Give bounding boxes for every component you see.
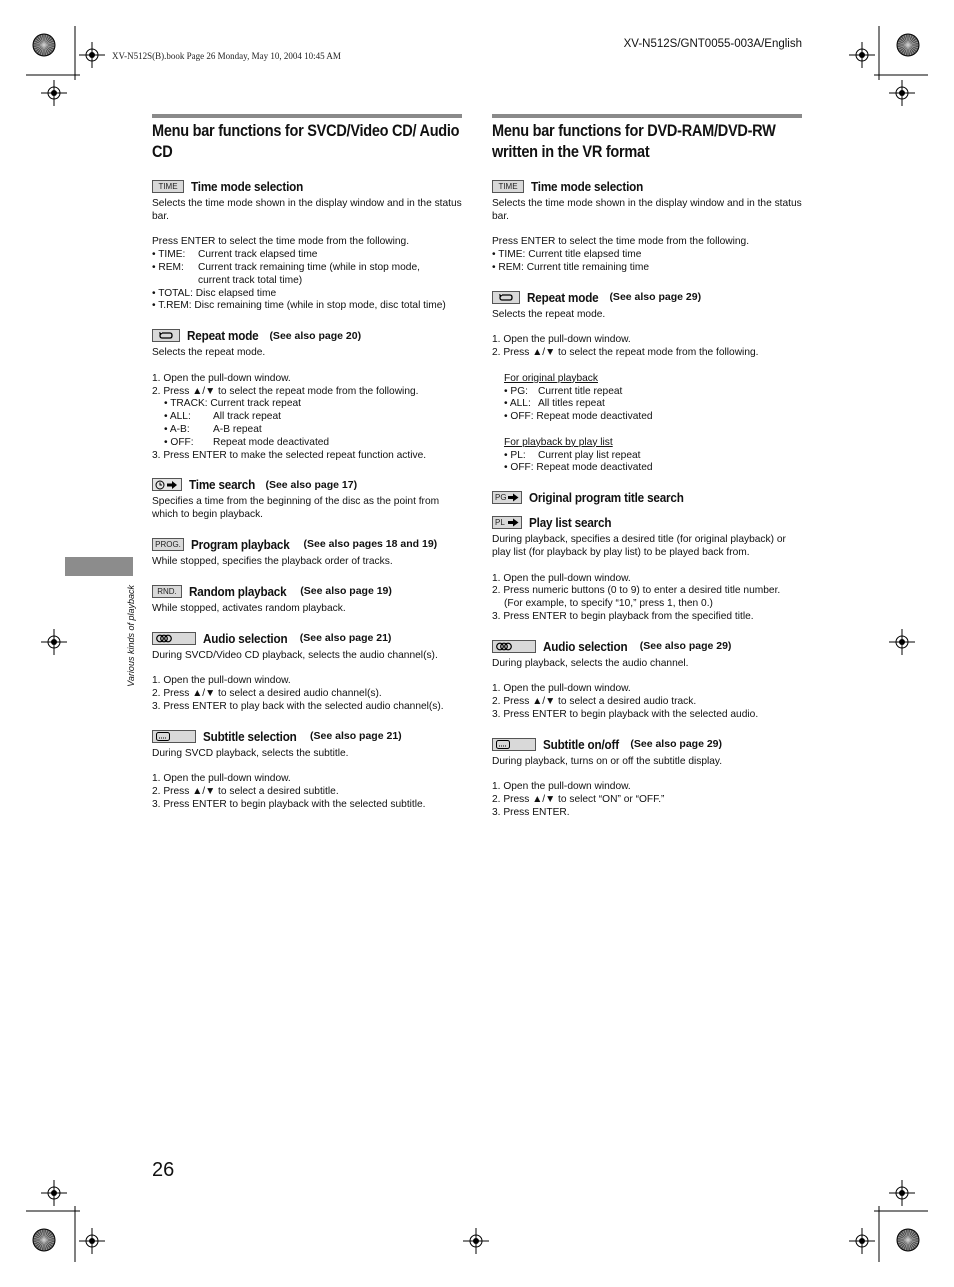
audio-selection-section	[492, 639, 802, 722]
registration-mark	[889, 80, 915, 106]
paragraph: Press ENTER to select the time mode from the following.	[492, 236, 750, 248]
random-playback-section	[152, 584, 462, 616]
list-item: • PG: Current title repeat	[504, 385, 623, 397]
step: 2. Press ▲/▼ to select the repeat mode from the following.	[492, 347, 759, 359]
step: 2. Press ▲/▼ to select “ON” or “OFF.”	[492, 794, 665, 806]
step: 1. Open the pull-down window.	[492, 572, 631, 584]
step: 1. Open the pull-down window.	[492, 781, 631, 793]
section-title: Repeat mode	[187, 328, 259, 344]
paragraph: Selects the time mode shown in the display window and in the status bar.	[152, 198, 462, 222]
list-item: • PL: Current play list repeat	[504, 449, 641, 461]
page-reference: (See also page 29)	[639, 640, 732, 653]
registration-mark	[79, 1228, 105, 1254]
repeat-icon	[152, 329, 180, 342]
step: 1. Open the pull-down window.	[492, 683, 631, 695]
section-heading: Menu bar functions for DVD-RAM/DVD-RW written in the VR format	[492, 122, 776, 161]
step: 2. Press ▲/▼ to select a desired audio channel(s).	[152, 687, 382, 699]
section-title: Play list search	[529, 515, 612, 531]
program-icon: PROG.	[152, 538, 184, 551]
step: 2. Press ▲/▼ to select the repeat mode from the following.	[152, 385, 419, 397]
color-target-mark	[33, 34, 55, 56]
list-item: • REM: Current track remaining time (while in stop mode,	[152, 261, 420, 273]
list-item: • TOTAL: Disc elapsed time	[152, 287, 277, 299]
repeat-mode-section	[152, 328, 462, 462]
right-column	[492, 114, 802, 820]
section-title: Time search	[189, 477, 256, 493]
page-reference: (See also page 17)	[265, 478, 358, 491]
color-target-mark	[897, 1229, 919, 1251]
registration-mark	[41, 80, 67, 106]
registration-mark	[849, 1228, 875, 1254]
paragraph: During playback, turns on or off the subtitle display.	[492, 755, 723, 767]
section-title: Subtitle selection	[203, 728, 297, 744]
paragraph: While stopped, activates random playback.	[152, 602, 346, 614]
section-title: Time mode selection	[191, 179, 304, 194]
paragraph: Specifies a time from the beginning of the disc as the point from which to begin playback.	[152, 496, 440, 521]
list-item: • REM: Current title remaining time	[492, 261, 649, 273]
page-reference: (See also pages 18 and 19)	[303, 538, 438, 551]
subtitle-selection-section	[152, 729, 462, 812]
paragraph: Selects the repeat mode.	[492, 308, 606, 320]
registration-mark	[889, 629, 915, 655]
step: 3. Press ENTER to play back with the selected audio channel(s).	[152, 700, 444, 712]
registration-mark	[79, 42, 105, 68]
step: 1. Open the pull-down window.	[152, 675, 291, 687]
subtitle-icon	[492, 738, 536, 751]
repeat-icon	[492, 291, 520, 304]
list-item: • ALL: All titles repeat	[504, 398, 605, 410]
section-title: Repeat mode	[527, 289, 599, 305]
section-title: Original program title search	[529, 490, 684, 506]
step: 3. Press ENTER.	[492, 806, 570, 818]
list-item: current track total time)	[198, 274, 303, 286]
section-title: Random playback	[189, 583, 287, 599]
left-column	[152, 114, 462, 812]
page-number: 26	[152, 1159, 175, 1181]
subtitle-onoff-section	[492, 737, 802, 820]
registration-mark	[41, 629, 67, 655]
book-stamp: XV-N512S(B).book Page 26 Monday, May 10, 2004 10:45 AM	[112, 51, 341, 61]
page-reference: (See also page 21)	[310, 730, 402, 743]
random-icon: RND.	[152, 585, 182, 598]
step: 2. Press numeric buttons (0 to 9) to enter a desired title number.	[492, 585, 781, 597]
list-item: • T.REM: Disc remaining time (while in stop mode, disc total time)	[152, 300, 446, 312]
section-title: Program playback	[191, 536, 290, 552]
page-reference: (See also page 20)	[269, 329, 362, 342]
step: 3. Press ENTER to make the selected repeat function active.	[152, 449, 427, 461]
paragraph: During playback, specifies a desired title (for original playback) or play list (for playback by play list) to be played back from.	[492, 534, 786, 558]
page-reference: (See also page 29)	[609, 291, 702, 304]
section-title: Audio selection	[543, 638, 628, 654]
subheading: For original playback	[504, 372, 598, 384]
paragraph: While stopped, specifies the playback order of tracks.	[152, 555, 393, 567]
list-item: • ALL: All track repeat	[164, 411, 281, 423]
registration-mark	[41, 1180, 67, 1206]
paragraph: During playback, selects the audio channel.	[492, 657, 689, 669]
subheading: For playback by play list	[504, 436, 613, 448]
step: 1. Open the pull-down window.	[152, 372, 291, 384]
step: 3. Press ENTER to begin playback with the selected audio.	[492, 708, 759, 720]
time-search-section	[152, 477, 462, 522]
registration-mark	[849, 42, 875, 68]
sidebar-tab	[65, 557, 133, 576]
step: 1. Open the pull-down window.	[152, 773, 291, 785]
page-reference: (See also page 29)	[630, 738, 722, 751]
paragraph: During SVCD/Video CD playback, selects the audio channel(s).	[152, 649, 438, 661]
paragraph: Selects the time mode shown in the display window and in the status bar.	[492, 198, 802, 222]
subtitle-icon	[152, 730, 196, 743]
page-reference: (See also page 19)	[300, 585, 392, 598]
step: 2. Press ▲/▼ to select a desired subtitle.	[152, 785, 339, 797]
list-item: • TIME: Current track elapsed time	[152, 249, 318, 261]
step: 2. Press ▲/▼ to select a desired audio track.	[492, 696, 697, 708]
section-title: Audio selection	[203, 630, 288, 646]
program-playback-section	[152, 537, 462, 569]
side-label: Various kinds of playback	[126, 585, 136, 687]
time-icon: TIME	[492, 180, 524, 193]
page-reference: (See also page 21)	[299, 632, 392, 645]
list-item: • A-B: A-B repeat	[164, 423, 262, 435]
audio-icon	[492, 640, 536, 653]
time-mode-section	[492, 179, 802, 275]
section-title: Subtitle on/off	[543, 736, 619, 752]
list-item: • OFF: Repeat mode deactivated	[504, 462, 653, 474]
audio-selection-section	[152, 631, 462, 714]
registration-mark	[889, 1180, 915, 1206]
list-item: • TIME: Current title elapsed time	[492, 249, 642, 261]
step: 3. Press ENTER to begin playback with the selected subtitle.	[152, 798, 426, 810]
paragraph: Press ENTER to select the time mode from the following.	[152, 236, 410, 248]
clock-arrow-icon	[152, 478, 182, 491]
color-target-mark	[33, 1229, 55, 1251]
step: (For example, to specify “10,” press 1, then 0.)	[504, 598, 713, 610]
pl-arrow-icon: PL	[492, 516, 522, 529]
audio-icon	[152, 632, 196, 645]
list-item: • OFF: Repeat mode deactivated	[164, 436, 330, 448]
section-heading: Menu bar functions for SVCD/Video CD/ Audio CD	[152, 122, 460, 161]
paragraph: During SVCD playback, selects the subtitle.	[152, 747, 349, 759]
heading-rule	[492, 114, 802, 118]
section-title: Time mode selection	[531, 179, 644, 194]
list-item: • OFF: Repeat mode deactivated	[504, 411, 653, 423]
list-item: • TRACK: Current track repeat	[164, 398, 301, 410]
heading-rule	[152, 114, 462, 118]
paragraph: Selects the repeat mode.	[152, 347, 266, 359]
step: 3. Press ENTER to begin playback from the specified title.	[492, 610, 754, 622]
play-list-section	[492, 515, 802, 624]
registration-mark	[463, 1228, 489, 1254]
repeat-mode-section	[492, 290, 802, 475]
color-target-mark	[897, 34, 919, 56]
step: 1. Open the pull-down window.	[492, 334, 631, 346]
time-mode-section	[152, 179, 462, 313]
document-id: XV-N512S/GNT0055-003A/English	[623, 38, 802, 50]
original-program-section	[492, 490, 802, 505]
time-icon: TIME	[152, 180, 184, 193]
pg-arrow-icon: PG	[492, 491, 522, 504]
